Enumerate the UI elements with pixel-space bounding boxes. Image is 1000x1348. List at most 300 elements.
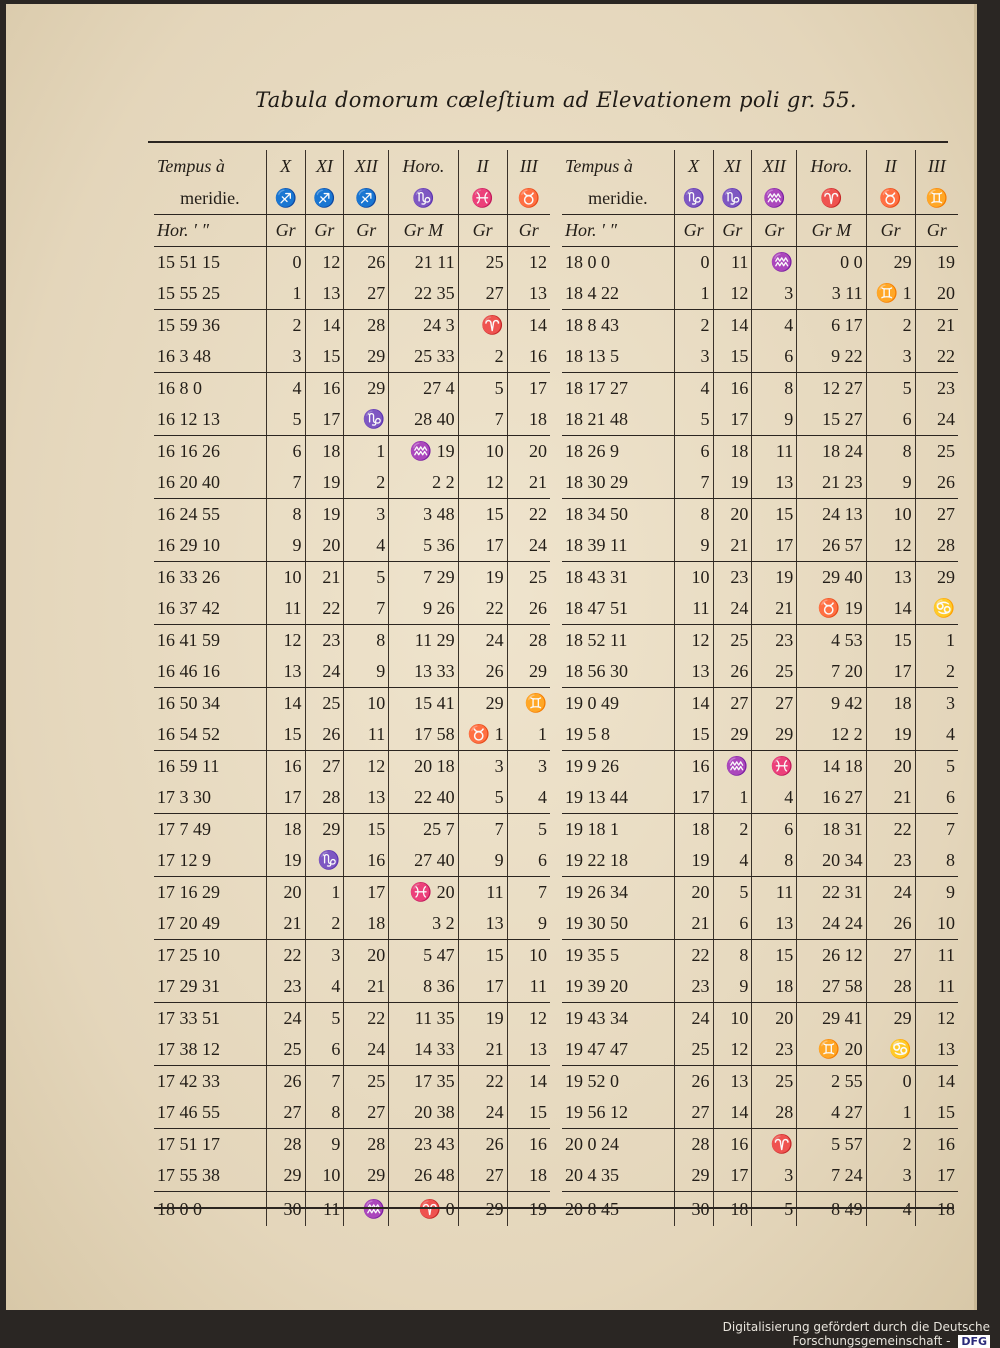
time-cell: 17 38 12 bbox=[154, 1034, 266, 1066]
value-cell: XI bbox=[305, 150, 344, 183]
value-cell: 29 bbox=[713, 719, 752, 751]
value-cell: 8 bbox=[266, 499, 305, 531]
footer bbox=[610, 1320, 990, 1348]
value-cell: 21 bbox=[344, 971, 389, 1003]
value-cell: 19 bbox=[266, 845, 305, 877]
value-cell: 24 bbox=[866, 877, 915, 909]
value-cell: 1 bbox=[915, 625, 958, 657]
value-cell: 24 bbox=[507, 530, 550, 562]
value-cell: 6 17 bbox=[797, 310, 866, 342]
value-cell: ♑ bbox=[305, 845, 344, 877]
value-cell: 2 2 bbox=[389, 467, 458, 499]
value-cell: 21 bbox=[674, 908, 713, 940]
value-cell: 15 bbox=[713, 341, 752, 373]
value-cell: 13 bbox=[266, 656, 305, 688]
value-cell: 11 bbox=[305, 1192, 344, 1227]
value-cell: 8 49 bbox=[797, 1192, 866, 1227]
value-cell: 8 bbox=[915, 845, 958, 877]
value-cell: 29 bbox=[866, 1003, 915, 1035]
value-cell: 9 bbox=[266, 530, 305, 562]
value-cell: 3 bbox=[305, 940, 344, 972]
time-cell: meridie. bbox=[154, 183, 266, 215]
value-cell: ♐ bbox=[305, 183, 344, 215]
value-cell: 7 bbox=[458, 404, 507, 436]
time-cell: 17 42 33 bbox=[157, 1071, 220, 1091]
time-cell: 16 20 40 bbox=[154, 467, 266, 499]
time-cell: 16 33 26 bbox=[157, 567, 220, 587]
value-cell: 15 bbox=[752, 499, 797, 531]
value-cell: 22 35 bbox=[389, 278, 458, 310]
value-cell: 22 bbox=[674, 940, 713, 972]
value-cell: 5 bbox=[674, 404, 713, 436]
value-cell: 11 bbox=[674, 593, 713, 625]
value-cell: ♑ bbox=[674, 183, 713, 215]
table-row bbox=[562, 625, 958, 657]
value-cell: 2 bbox=[674, 310, 713, 342]
value-cell: 26 bbox=[713, 656, 752, 688]
value-cell: 25 bbox=[713, 625, 752, 657]
value-cell: 14 bbox=[713, 1097, 752, 1129]
unit-row bbox=[154, 215, 550, 247]
value-cell: 8 bbox=[752, 845, 797, 877]
table-row bbox=[154, 1129, 550, 1161]
value-cell: 10 bbox=[266, 562, 305, 594]
value-cell: 4 bbox=[866, 1192, 915, 1227]
value-cell: ♒ bbox=[344, 1192, 389, 1227]
value-cell: 9 42 bbox=[797, 688, 866, 720]
value-cell: ♈ bbox=[797, 183, 866, 215]
time-cell: Hor. ′ ″ bbox=[562, 215, 674, 247]
table-row bbox=[154, 1097, 550, 1129]
value-cell: 21 23 bbox=[797, 467, 866, 499]
value-cell: 13 bbox=[507, 278, 550, 310]
table-row bbox=[154, 436, 550, 468]
sign-row bbox=[154, 183, 550, 215]
value-cell: 24 bbox=[266, 1003, 305, 1035]
value-cell: 12 bbox=[866, 530, 915, 562]
value-cell: ♐ bbox=[266, 183, 305, 215]
time-cell: 17 33 51 bbox=[157, 1008, 220, 1028]
value-cell: 25 bbox=[752, 1066, 797, 1098]
value-cell: 28 bbox=[915, 530, 958, 562]
value-cell: 29 bbox=[458, 688, 507, 720]
time-cell: 19 30 50 bbox=[562, 908, 674, 940]
value-cell: 13 bbox=[752, 467, 797, 499]
value-cell: 23 bbox=[305, 625, 344, 657]
value-cell: 20 bbox=[344, 940, 389, 972]
value-cell: 5 bbox=[713, 877, 752, 909]
value-cell: 9 bbox=[674, 530, 713, 562]
value-cell: ♉ bbox=[507, 183, 550, 215]
value-cell: Horo. bbox=[797, 150, 866, 183]
bottom-rule bbox=[154, 1207, 954, 1209]
value-cell: XII bbox=[752, 150, 797, 183]
value-cell: 12 bbox=[713, 278, 752, 310]
value-cell: 12 bbox=[305, 247, 344, 279]
value-cell: 18 24 bbox=[797, 436, 866, 468]
value-cell: 8 bbox=[344, 625, 389, 657]
value-cell: 12 2 bbox=[797, 719, 866, 751]
table-row bbox=[154, 908, 550, 940]
value-cell: 6 bbox=[866, 404, 915, 436]
value-cell: 3 bbox=[344, 499, 389, 531]
value-cell: 17 bbox=[674, 782, 713, 814]
table-row bbox=[562, 908, 958, 940]
footer-text: Digitalisierung gefördert durch die Deutsche Forschungsgemeinschaft - bbox=[722, 1320, 990, 1348]
value-cell: 24 bbox=[674, 1003, 713, 1035]
time-cell: 19 43 34 bbox=[565, 1008, 628, 1028]
value-cell: 26 bbox=[866, 908, 915, 940]
value-cell: 27 bbox=[266, 1097, 305, 1129]
table-row bbox=[154, 562, 550, 594]
value-cell: 26 48 bbox=[389, 1160, 458, 1192]
value-cell: 28 bbox=[866, 971, 915, 1003]
value-cell: 7 bbox=[458, 814, 507, 846]
value-cell: 20 bbox=[866, 751, 915, 783]
value-cell: 22 bbox=[458, 1066, 507, 1098]
value-cell: 22 40 bbox=[389, 782, 458, 814]
value-cell: ♉ 19 bbox=[797, 593, 866, 625]
value-cell: 7 20 bbox=[797, 656, 866, 688]
value-cell: 4 bbox=[674, 373, 713, 405]
value-cell: 16 bbox=[674, 751, 713, 783]
value-cell: 2 bbox=[305, 908, 344, 940]
value-cell: 16 bbox=[344, 845, 389, 877]
value-cell: 9 bbox=[458, 845, 507, 877]
value-cell: 26 bbox=[458, 1129, 507, 1161]
value-cell: 11 bbox=[458, 877, 507, 909]
value-cell: Gr M bbox=[797, 215, 866, 247]
value-cell: 15 bbox=[458, 940, 507, 972]
value-cell: ♒ bbox=[713, 751, 752, 783]
value-cell: 26 bbox=[458, 656, 507, 688]
value-cell: 23 bbox=[752, 1034, 797, 1066]
value-cell: ♓ bbox=[458, 183, 507, 215]
value-cell: 24 bbox=[713, 593, 752, 625]
value-cell: 3 bbox=[266, 341, 305, 373]
value-cell: 3 11 bbox=[797, 278, 866, 310]
value-cell: 4 bbox=[752, 310, 797, 342]
value-cell: 9 bbox=[752, 404, 797, 436]
value-cell: 0 bbox=[866, 1066, 915, 1098]
top-rule bbox=[148, 141, 948, 143]
value-cell: 5 47 bbox=[389, 940, 458, 972]
value-cell: 6 bbox=[266, 436, 305, 468]
table-row bbox=[562, 656, 958, 688]
value-cell: 11 bbox=[507, 971, 550, 1003]
value-cell: 10 bbox=[674, 562, 713, 594]
left-table bbox=[154, 150, 550, 1226]
table-row bbox=[562, 1129, 958, 1161]
value-cell: 18 bbox=[305, 436, 344, 468]
table-row bbox=[154, 625, 550, 657]
value-cell: 2 bbox=[915, 656, 958, 688]
value-cell: 19 bbox=[866, 719, 915, 751]
value-cell: 17 35 bbox=[389, 1066, 458, 1098]
value-cell: 25 bbox=[507, 562, 550, 594]
value-cell: 6 bbox=[915, 782, 958, 814]
time-cell: 18 34 50 bbox=[565, 504, 628, 524]
value-cell: 20 bbox=[507, 436, 550, 468]
table-row bbox=[154, 845, 550, 877]
value-cell: 13 bbox=[866, 562, 915, 594]
table-row bbox=[562, 971, 958, 1003]
table-row bbox=[562, 562, 958, 594]
value-cell: 17 58 bbox=[389, 719, 458, 751]
value-cell: 23 bbox=[752, 625, 797, 657]
value-cell: II bbox=[866, 150, 915, 183]
value-cell: Gr M bbox=[389, 215, 458, 247]
value-cell: 25 7 bbox=[389, 814, 458, 846]
value-cell: 3 bbox=[752, 278, 797, 310]
time-cell: 19 56 12 bbox=[562, 1097, 674, 1129]
value-cell: 21 bbox=[458, 1034, 507, 1066]
value-cell: 23 bbox=[674, 971, 713, 1003]
value-cell: 17 bbox=[305, 404, 344, 436]
table-row bbox=[562, 499, 958, 531]
time-cell: Hor. ′ ″ bbox=[154, 215, 266, 247]
time-cell: 17 16 29 bbox=[157, 882, 220, 902]
value-cell: 0 0 bbox=[797, 247, 866, 279]
value-cell: 19 bbox=[305, 467, 344, 499]
value-cell: 7 bbox=[915, 814, 958, 846]
time-cell: 17 7 49 bbox=[157, 819, 211, 839]
value-cell: 9 26 bbox=[389, 593, 458, 625]
value-cell: 27 bbox=[305, 751, 344, 783]
table-row bbox=[562, 719, 958, 751]
value-cell: 21 bbox=[713, 530, 752, 562]
book-page bbox=[6, 4, 977, 1310]
value-cell: 2 bbox=[458, 341, 507, 373]
value-cell: 5 bbox=[752, 1192, 797, 1227]
value-cell: ♑ bbox=[389, 183, 458, 215]
time-cell: 16 29 10 bbox=[154, 530, 266, 562]
value-cell: 24 3 bbox=[389, 310, 458, 342]
value-cell: 14 bbox=[674, 688, 713, 720]
value-cell: 11 bbox=[344, 719, 389, 751]
value-cell: 28 bbox=[752, 1097, 797, 1129]
value-cell: 26 57 bbox=[797, 530, 866, 562]
sign-row bbox=[562, 183, 958, 215]
value-cell: 14 33 bbox=[389, 1034, 458, 1066]
value-cell: ♈ bbox=[458, 310, 507, 342]
time-cell: 18 30 29 bbox=[562, 467, 674, 499]
value-cell: 11 bbox=[752, 436, 797, 468]
value-cell: ♒ 19 bbox=[389, 436, 458, 468]
value-cell: 5 bbox=[266, 404, 305, 436]
value-cell: 27 bbox=[344, 278, 389, 310]
value-cell: 29 bbox=[344, 1160, 389, 1192]
value-cell: 7 bbox=[507, 877, 550, 909]
value-cell: 29 41 bbox=[797, 1003, 866, 1035]
table-row bbox=[562, 593, 958, 625]
value-cell: 15 bbox=[915, 1097, 958, 1129]
time-cell: 18 43 31 bbox=[565, 567, 628, 587]
value-cell: 10 bbox=[305, 1160, 344, 1192]
table-row bbox=[154, 373, 550, 405]
value-cell: 4 27 bbox=[797, 1097, 866, 1129]
value-cell: 11 bbox=[915, 940, 958, 972]
value-cell: 18 bbox=[713, 1192, 752, 1227]
value-cell: 2 55 bbox=[797, 1066, 866, 1098]
table-row bbox=[562, 373, 958, 405]
value-cell: ♓ 20 bbox=[389, 877, 458, 909]
value-cell: 28 bbox=[344, 310, 389, 342]
value-cell: 25 33 bbox=[389, 341, 458, 373]
value-cell: 16 bbox=[507, 1129, 550, 1161]
value-cell: 21 bbox=[866, 782, 915, 814]
value-cell: 5 bbox=[915, 751, 958, 783]
value-cell: 17 bbox=[507, 373, 550, 405]
time-cell: 16 54 52 bbox=[154, 719, 266, 751]
value-cell: 12 bbox=[507, 247, 550, 279]
value-cell: 11 bbox=[266, 593, 305, 625]
value-cell: 8 bbox=[866, 436, 915, 468]
value-cell: 3 2 bbox=[389, 908, 458, 940]
value-cell: 3 bbox=[752, 1160, 797, 1192]
table-row bbox=[562, 1003, 958, 1035]
value-cell: 12 bbox=[674, 625, 713, 657]
time-cell: 17 3 30 bbox=[154, 782, 266, 814]
value-cell: 3 bbox=[674, 341, 713, 373]
table-row bbox=[154, 247, 550, 279]
value-cell: 15 bbox=[866, 625, 915, 657]
value-cell: 30 bbox=[674, 1192, 713, 1227]
value-cell: 18 bbox=[507, 404, 550, 436]
value-cell: 16 bbox=[713, 373, 752, 405]
value-cell: 10 bbox=[713, 1003, 752, 1035]
value-cell: 7 bbox=[266, 467, 305, 499]
value-cell: 13 33 bbox=[389, 656, 458, 688]
value-cell: 7 29 bbox=[389, 562, 458, 594]
value-cell: 25 bbox=[305, 688, 344, 720]
value-cell: 27 bbox=[915, 499, 958, 531]
value-cell: 0 bbox=[674, 247, 713, 279]
value-cell: 19 bbox=[507, 1192, 550, 1227]
value-cell: 2 bbox=[866, 310, 915, 342]
value-cell: 13 bbox=[344, 782, 389, 814]
time-cell: 15 51 15 bbox=[157, 252, 220, 272]
value-cell: 17 bbox=[915, 1160, 958, 1192]
value-cell: 16 bbox=[713, 1129, 752, 1161]
value-cell: 6 bbox=[752, 341, 797, 373]
value-cell: 6 bbox=[674, 436, 713, 468]
value-cell: 29 bbox=[344, 341, 389, 373]
value-cell: 12 bbox=[344, 751, 389, 783]
value-cell: Horo. bbox=[389, 150, 458, 183]
value-cell: 20 34 bbox=[797, 845, 866, 877]
value-cell: 23 bbox=[915, 373, 958, 405]
time-cell: 18 21 48 bbox=[562, 404, 674, 436]
table-row bbox=[562, 845, 958, 877]
value-cell: 13 bbox=[915, 1034, 958, 1066]
value-cell: XII bbox=[344, 150, 389, 183]
value-cell: 23 43 bbox=[389, 1129, 458, 1161]
table-row bbox=[562, 247, 958, 279]
time-cell: 19 0 49 bbox=[565, 693, 619, 713]
time-cell: 19 47 47 bbox=[562, 1034, 674, 1066]
value-cell: 21 bbox=[507, 467, 550, 499]
value-cell: 28 40 bbox=[389, 404, 458, 436]
table-row bbox=[154, 751, 550, 783]
time-cell: 19 5 8 bbox=[562, 719, 674, 751]
table-row bbox=[154, 940, 550, 972]
value-cell: 29 bbox=[344, 373, 389, 405]
value-cell: 4 53 bbox=[797, 625, 866, 657]
table-row bbox=[562, 310, 958, 342]
value-cell: 12 bbox=[458, 467, 507, 499]
header-row bbox=[562, 150, 958, 183]
value-cell: 20 bbox=[713, 499, 752, 531]
time-cell: 19 13 44 bbox=[562, 782, 674, 814]
value-cell: 5 bbox=[344, 562, 389, 594]
time-cell: 17 25 10 bbox=[157, 945, 220, 965]
time-cell: 18 17 27 bbox=[565, 378, 628, 398]
value-cell: 15 27 bbox=[797, 404, 866, 436]
time-cell: 19 18 1 bbox=[565, 819, 619, 839]
value-cell: 18 31 bbox=[797, 814, 866, 846]
value-cell: 12 bbox=[915, 1003, 958, 1035]
table-row bbox=[154, 499, 550, 531]
value-cell: 26 bbox=[507, 593, 550, 625]
time-cell: 16 59 11 bbox=[157, 756, 220, 776]
value-cell: 28 bbox=[266, 1129, 305, 1161]
time-cell: meridie. bbox=[562, 183, 674, 215]
value-cell: 26 bbox=[344, 247, 389, 279]
table-row bbox=[154, 719, 550, 751]
value-cell: 24 bbox=[915, 404, 958, 436]
value-cell: 27 bbox=[752, 688, 797, 720]
time-cell: Tempus à bbox=[157, 156, 225, 176]
value-cell: 17 bbox=[713, 404, 752, 436]
value-cell: 4 bbox=[344, 530, 389, 562]
table-row bbox=[562, 1160, 958, 1192]
time-cell: 18 13 5 bbox=[562, 341, 674, 373]
value-cell: 15 bbox=[752, 940, 797, 972]
value-cell: 21 bbox=[266, 908, 305, 940]
time-cell: 17 55 38 bbox=[154, 1160, 266, 1192]
time-cell: 17 12 9 bbox=[154, 845, 266, 877]
value-cell: 30 bbox=[266, 1192, 305, 1227]
value-cell: 5 bbox=[866, 373, 915, 405]
value-cell: 15 bbox=[674, 719, 713, 751]
value-cell: 17 bbox=[866, 656, 915, 688]
table-row bbox=[562, 782, 958, 814]
value-cell: 26 bbox=[915, 467, 958, 499]
value-cell: 7 bbox=[305, 1066, 344, 1098]
value-cell: Gr bbox=[458, 215, 507, 247]
table-row bbox=[154, 1003, 550, 1035]
value-cell: 20 bbox=[752, 1003, 797, 1035]
table-row bbox=[562, 877, 958, 909]
value-cell: 16 bbox=[915, 1129, 958, 1161]
table-row bbox=[154, 877, 550, 909]
value-cell: 25 bbox=[458, 247, 507, 279]
value-cell: 8 36 bbox=[389, 971, 458, 1003]
header-row bbox=[154, 150, 550, 183]
time-cell: Tempus à bbox=[565, 156, 633, 176]
time-cell: 18 4 22 bbox=[562, 278, 674, 310]
table-row bbox=[562, 1034, 958, 1066]
value-cell: 18 bbox=[344, 908, 389, 940]
value-cell: 14 bbox=[507, 1066, 550, 1098]
value-cell: 3 bbox=[866, 341, 915, 373]
value-cell: 19 bbox=[458, 1003, 507, 1035]
value-cell: 18 bbox=[866, 688, 915, 720]
value-cell: 24 bbox=[458, 625, 507, 657]
value-cell: 9 bbox=[915, 877, 958, 909]
table-row bbox=[562, 688, 958, 720]
